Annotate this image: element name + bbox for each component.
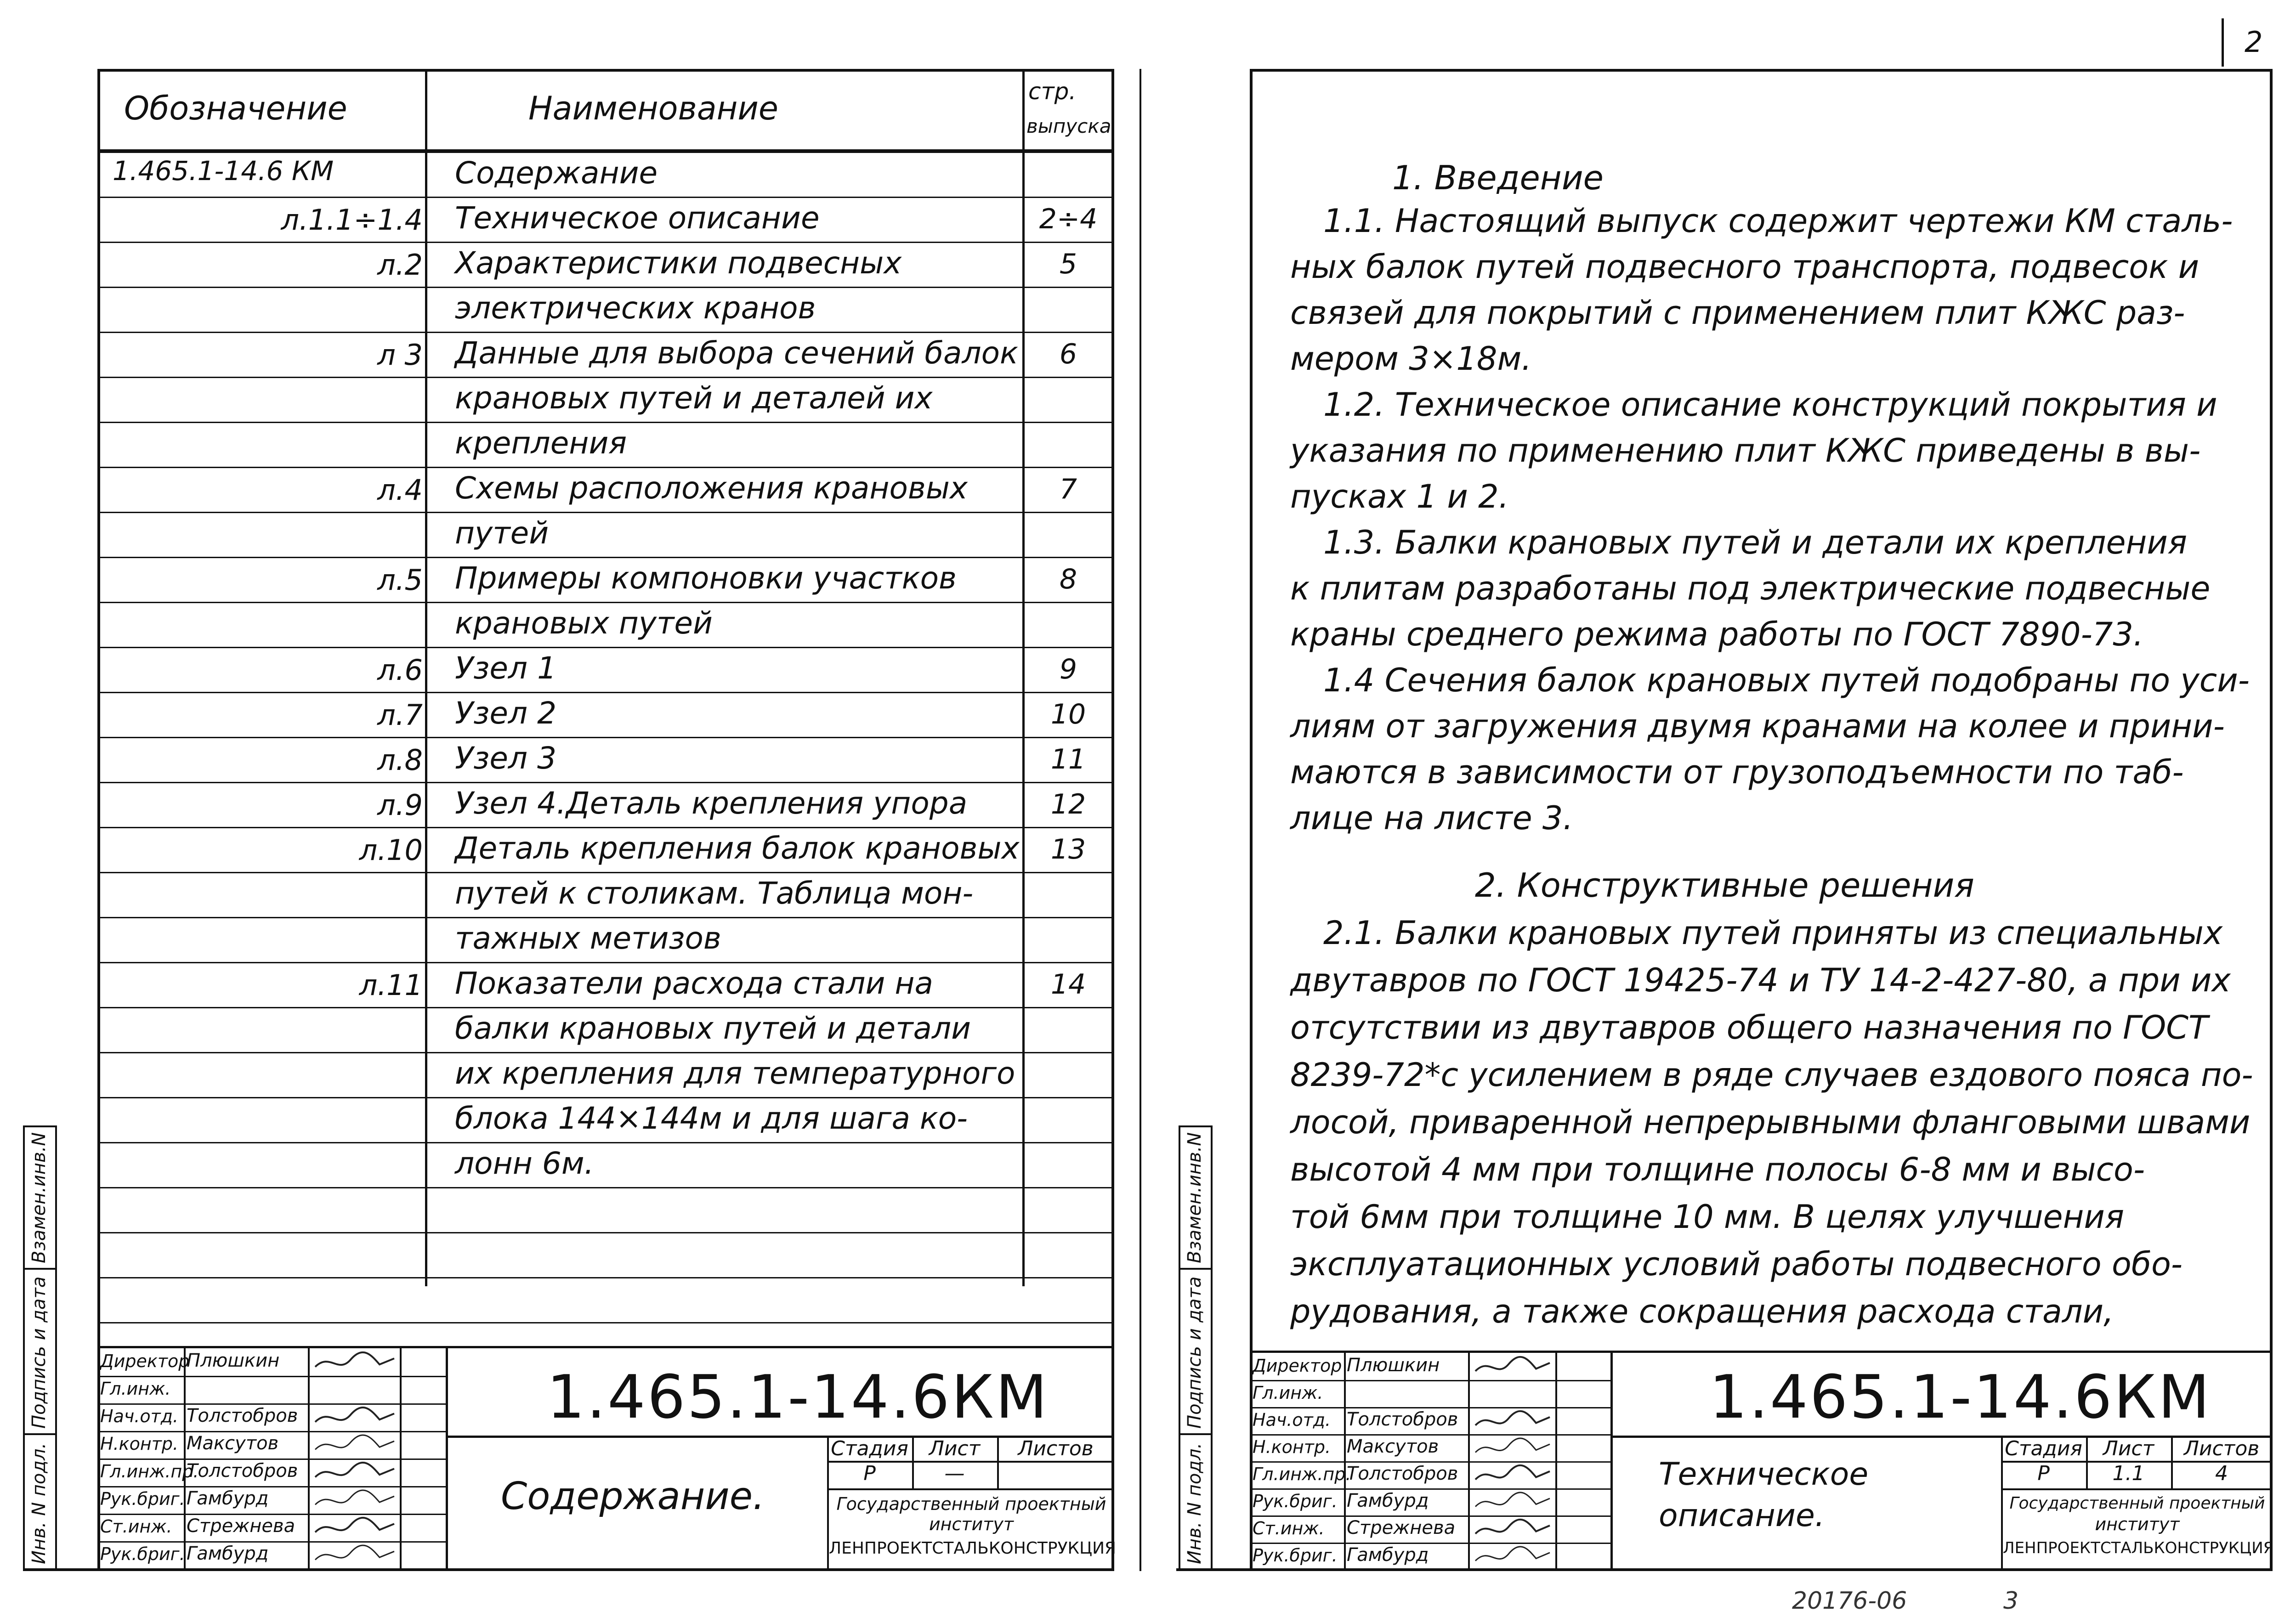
stamp-row-line bbox=[97, 1514, 446, 1515]
staff-name: Максутов bbox=[1347, 1436, 1439, 1457]
text-line: пусках 1 и 2. bbox=[1290, 478, 1509, 515]
toc-name: Техническое описание bbox=[455, 200, 820, 236]
staff-role: Нач.отд. bbox=[1253, 1410, 1331, 1430]
staff-name: Стрежнева bbox=[187, 1515, 295, 1537]
right-label-sign: Подпись и дата bbox=[1184, 1276, 1205, 1429]
text-line: эксплуатационных условий работы подвесного обо- bbox=[1290, 1245, 2183, 1283]
left-org-line3: ЛЕНПРОЕКТСТАЛЬКОНСТРУКЦИЯ bbox=[829, 1539, 1117, 1558]
toc-page: 14 bbox=[1050, 968, 1086, 1001]
toc-name: Показатели расхода стали на bbox=[455, 966, 933, 1001]
right-org-line2: институт bbox=[2095, 1514, 2180, 1534]
signature bbox=[313, 1433, 396, 1457]
right-stamp-top bbox=[1250, 1351, 2272, 1353]
stamp-row-line bbox=[97, 1403, 446, 1405]
staff-name: Толстобров bbox=[1347, 1409, 1458, 1430]
text-line: 1.2. Техническое описание конструкций покрытия и bbox=[1323, 386, 2217, 424]
right-sheets-value: 4 bbox=[2215, 1462, 2228, 1485]
toc-row-line bbox=[97, 512, 1114, 513]
header-name: Наименование bbox=[528, 90, 778, 127]
left-stamp-col-d bbox=[446, 1346, 448, 1571]
text-line: лиям от загружения двумя кранами на колее и прини- bbox=[1290, 707, 2225, 745]
signature bbox=[1474, 1544, 1552, 1568]
toc-ref: л.10 bbox=[359, 833, 423, 867]
signature bbox=[313, 1460, 396, 1484]
staff-name: Плюшкин bbox=[187, 1350, 280, 1371]
toc-row-line bbox=[97, 647, 1114, 648]
left-stamp-title: Содержание. bbox=[501, 1475, 765, 1518]
stamp-row-line bbox=[1250, 1380, 1610, 1381]
left-stage-label: Стадия bbox=[831, 1437, 908, 1460]
text-line: мером 3×18м. bbox=[1290, 340, 1532, 378]
toc-row-line bbox=[97, 1052, 1114, 1053]
staff-role: Директор bbox=[1253, 1356, 1342, 1376]
toc-row-line bbox=[97, 1007, 1114, 1008]
toc-name: Данные для выбора сечений балок bbox=[455, 335, 1018, 371]
signature bbox=[313, 1515, 396, 1539]
toc-page: 5 bbox=[1059, 248, 1077, 280]
staff-name: Гамбурд bbox=[1347, 1544, 1429, 1566]
right-sheets-label: Листов bbox=[2183, 1437, 2260, 1460]
toc-name: путей bbox=[455, 515, 549, 551]
archive-code: 20176-06 bbox=[1792, 1587, 1907, 1615]
right-org-line3: ЛЕНПРОЕКТСТАЛЬКОНСТРУКЦИЯ bbox=[2003, 1539, 2274, 1557]
staff-name: Гамбурд bbox=[1347, 1490, 1429, 1511]
right-side-strip-div3 bbox=[1179, 1433, 1211, 1435]
stamp-row-line bbox=[97, 1541, 446, 1543]
left-label-replace: Взамен.инв.N bbox=[28, 1132, 50, 1263]
left-frame-top bbox=[97, 69, 1114, 72]
toc-name: Узел 2 bbox=[455, 695, 557, 731]
right-stamp-code: 1.465.1-14.6КМ bbox=[1709, 1362, 2212, 1432]
toc-name: крепления bbox=[455, 425, 627, 461]
text-line: лице на листе 3. bbox=[1290, 799, 1573, 837]
section1-title: 1. Введение bbox=[1392, 158, 1604, 197]
text-line: связей для покрытий с применением плит КЖС раз- bbox=[1290, 294, 2185, 332]
left-org-line1: Государственный проектный bbox=[836, 1494, 1106, 1514]
toc-page: 13 bbox=[1050, 833, 1086, 865]
toc-page: 6 bbox=[1059, 338, 1077, 370]
signature bbox=[313, 1405, 396, 1429]
stamp-row-line bbox=[97, 1459, 446, 1460]
left-stamp-info-row bbox=[827, 1488, 1114, 1490]
toc-name: крановых путей и деталей их bbox=[455, 380, 933, 416]
left-stamp-code: 1.465.1-14.6КМ bbox=[547, 1362, 1049, 1432]
toc-row-line bbox=[97, 1277, 1114, 1278]
right-stamp-col-b bbox=[1468, 1351, 1470, 1571]
toc-page: 11 bbox=[1050, 743, 1086, 775]
toc-name: балки крановых путей и детали bbox=[455, 1011, 971, 1046]
right-stage-label: Стадия bbox=[2005, 1437, 2082, 1460]
toc-row-line bbox=[97, 557, 1114, 558]
right-label-replace: Взамен.инв.N bbox=[1184, 1132, 1205, 1263]
stamp-row-line bbox=[97, 1486, 446, 1487]
toc-ref: л.8 bbox=[377, 743, 423, 777]
toc-name: Характеристики подвесных bbox=[455, 245, 902, 281]
toc-row-line bbox=[97, 242, 1114, 243]
toc-name: Деталь крепления балок крановых bbox=[455, 831, 1020, 866]
right-stage-value: Р bbox=[2037, 1462, 2050, 1485]
toc-row-line bbox=[97, 377, 1114, 378]
text-line: высотой 4 мм при толщине полосы 6-8 мм и высо- bbox=[1290, 1151, 2145, 1188]
signature bbox=[1474, 1490, 1552, 1514]
header-designation: Обозначение bbox=[124, 90, 347, 127]
right-stamp-col-c bbox=[1555, 1351, 1557, 1571]
toc-row-line bbox=[97, 287, 1114, 288]
stamp-row-line bbox=[1250, 1407, 1610, 1408]
left-side-strip-div3 bbox=[23, 1433, 55, 1435]
toc-row-line bbox=[97, 962, 1114, 963]
stamp-row-line bbox=[1250, 1488, 1610, 1490]
toc-name: тажных метизов bbox=[455, 921, 721, 956]
staff-name: Толстобров bbox=[187, 1405, 298, 1426]
text-line: лосой, приваренной непрерывными фланговыми швами bbox=[1290, 1103, 2251, 1141]
staff-role: Н.контр. bbox=[100, 1434, 179, 1454]
text-line: рудования, а также сокращения расхода стали, bbox=[1290, 1293, 2114, 1330]
toc-doc-code: 1.465.1-14.6 КМ bbox=[113, 155, 334, 187]
stamp-row-line bbox=[1250, 1461, 1610, 1463]
left-sheet-label: Лист bbox=[929, 1437, 981, 1460]
right-sheet-label: Лист bbox=[2103, 1437, 2154, 1460]
left-sheets-label: Листов bbox=[1018, 1437, 1094, 1460]
toc-row-line bbox=[97, 782, 1114, 783]
text-line: 1.3. Балки крановых путей и детали их крепления bbox=[1323, 524, 2187, 561]
toc-ref: л.2 bbox=[377, 248, 423, 282]
toc-name: крановых путей bbox=[455, 605, 713, 641]
text-line: той 6мм при толщине 10 мм. В целях улучшения bbox=[1290, 1198, 2124, 1236]
left-stamp-top bbox=[97, 1346, 1114, 1348]
toc-row-line bbox=[97, 1187, 1114, 1188]
staff-name: Толстобров bbox=[187, 1460, 298, 1481]
stamp-row-line bbox=[97, 1376, 446, 1377]
left-sheet-value: — bbox=[944, 1462, 965, 1485]
text-line: 1.4 Сечения балок крановых путей подобраны по уси- bbox=[1323, 662, 2250, 699]
toc-row-line bbox=[97, 1322, 1114, 1323]
right-frame-right bbox=[2270, 69, 2273, 1571]
staff-role: Директор bbox=[100, 1351, 190, 1371]
toc-name: блока 144×144м и для шага ко- bbox=[455, 1101, 968, 1136]
signature bbox=[313, 1543, 396, 1567]
left-side-strip-line bbox=[55, 1125, 57, 1571]
text-line: маются в зависимости от грузоподъемности по таб- bbox=[1290, 753, 2184, 791]
stamp-row-line bbox=[1250, 1570, 1610, 1571]
staff-role: Нач.отд. bbox=[100, 1406, 179, 1426]
right-side-strip-div2 bbox=[1179, 1268, 1211, 1270]
text-line: 8239-72*с усилением в ряде случаев ездового пояса по- bbox=[1290, 1056, 2253, 1094]
toc-name: Узел 3 bbox=[455, 741, 557, 776]
text-line: 1.1. Настоящий выпуск содержит чертежи КМ сталь- bbox=[1323, 202, 2233, 240]
left-side-strip-div2 bbox=[23, 1268, 55, 1270]
text-line: 2.1. Балки крановых путей приняты из специальных bbox=[1323, 914, 2223, 952]
sheet-divider bbox=[1139, 69, 1141, 1571]
left-side-strip-outer bbox=[23, 1125, 25, 1571]
left-col-divider-1 bbox=[425, 69, 427, 1286]
toc-name: Узел 1 bbox=[455, 650, 557, 686]
toc-ref: л.7 bbox=[377, 698, 423, 732]
staff-name: Толстобров bbox=[1347, 1463, 1458, 1484]
staff-role: Гл.инж.пр. bbox=[100, 1461, 199, 1481]
stamp-row-line bbox=[97, 1569, 446, 1570]
left-label-inv: Инв. N подл. bbox=[28, 1442, 50, 1564]
toc-name: электрических кранов bbox=[455, 290, 816, 326]
signature bbox=[1474, 1355, 1552, 1378]
toc-row-line bbox=[97, 1097, 1114, 1098]
right-sheet-value: 1.1 bbox=[2112, 1462, 2145, 1485]
text-line: отсутствии из двутавров общего назначения по ГОСТ bbox=[1290, 1009, 2208, 1046]
section2-title: 2. Конструктивные решения bbox=[1475, 866, 1974, 905]
toc-ref: л.9 bbox=[377, 788, 423, 822]
header-pages-1: стр. bbox=[1028, 78, 1077, 105]
staff-role: Гл.инж. bbox=[1253, 1383, 1323, 1403]
toc-ref: л.5 bbox=[377, 563, 423, 597]
staff-role: Ст.инж. bbox=[100, 1516, 172, 1537]
right-frame-left bbox=[1250, 69, 1253, 1571]
toc-row-line bbox=[97, 692, 1114, 693]
toc-page: 12 bbox=[1050, 788, 1086, 820]
right-org-line1: Государственный проектный bbox=[2009, 1494, 2265, 1513]
header-pages-2: выпуска bbox=[1026, 115, 1111, 137]
right-stamp-col-a bbox=[1344, 1351, 1346, 1571]
text-line: двутавров по ГОСТ 19425-74 и ТУ 14-2-427-80, а при их bbox=[1290, 961, 2231, 999]
toc-page: 2÷4 bbox=[1039, 203, 1098, 235]
text-line: ных балок путей подвесного транспорта, подвесок и bbox=[1290, 248, 2200, 286]
toc-ref: л.1.1÷1.4 bbox=[281, 203, 423, 237]
staff-name: Стрежнева bbox=[1347, 1517, 1456, 1538]
left-side-strip-div1 bbox=[23, 1125, 55, 1127]
staff-role: Рук.бриг. bbox=[1253, 1545, 1338, 1566]
right-side-strip-div1 bbox=[1179, 1125, 1211, 1127]
sheet-number-divider bbox=[2222, 18, 2224, 67]
toc-row-line bbox=[97, 1232, 1114, 1233]
right-side-strip-outer bbox=[1179, 1125, 1180, 1571]
staff-role: Рук.бриг. bbox=[100, 1544, 185, 1564]
toc-row-line bbox=[97, 152, 1114, 153]
right-stamp-col-d bbox=[1610, 1351, 1613, 1571]
toc-ref: л.11 bbox=[359, 968, 423, 1002]
signature bbox=[1474, 1517, 1552, 1541]
toc-ref: л.6 bbox=[377, 653, 423, 687]
toc-ref: л 3 bbox=[377, 338, 423, 372]
staff-name: Гамбурд bbox=[187, 1488, 269, 1509]
toc-page: 7 bbox=[1059, 473, 1077, 505]
toc-row-line bbox=[97, 872, 1114, 873]
toc-page: 9 bbox=[1059, 653, 1077, 685]
text-line: краны среднего режима работы по ГОСТ 7890-73. bbox=[1290, 616, 2144, 653]
right-label-inv: Инв. N подл. bbox=[1184, 1442, 1205, 1564]
toc-name: Содержание bbox=[455, 155, 658, 191]
signature bbox=[1474, 1436, 1552, 1459]
staff-role: Гл.инж. bbox=[100, 1379, 171, 1399]
toc-ref: л.4 bbox=[377, 473, 423, 507]
staff-role: Н.контр. bbox=[1253, 1437, 1331, 1457]
staff-role: Гл.инж.пр. bbox=[1253, 1464, 1351, 1484]
sheet-number: 2 bbox=[2245, 25, 2263, 59]
stamp-row-line bbox=[97, 1431, 446, 1432]
left-stage-value: Р bbox=[863, 1462, 876, 1485]
staff-role: Рук.бриг. bbox=[1253, 1491, 1338, 1511]
stamp-row-line bbox=[1250, 1434, 1610, 1436]
right-stamp-title-1: Техническое bbox=[1659, 1456, 1869, 1493]
signature bbox=[1474, 1463, 1552, 1487]
toc-row-line bbox=[97, 917, 1114, 918]
toc-row-line bbox=[97, 827, 1114, 828]
toc-row-line bbox=[97, 1142, 1114, 1143]
right-stamp-info-row bbox=[2001, 1488, 2272, 1490]
stamp-row-line bbox=[1250, 1543, 1610, 1544]
toc-page: 10 bbox=[1050, 698, 1086, 730]
toc-page: 8 bbox=[1059, 563, 1077, 595]
toc-row-line bbox=[97, 197, 1114, 198]
toc-name: лонн 6м. bbox=[455, 1146, 594, 1181]
right-frame-top bbox=[1250, 69, 2272, 72]
toc-name: Узел 4.Деталь крепления упора bbox=[455, 786, 968, 821]
left-col-divider-2 bbox=[1022, 69, 1025, 1286]
right-side-strip-line bbox=[1211, 1125, 1213, 1571]
footer-page: 3 bbox=[2003, 1587, 2019, 1615]
staff-name: Гамбурд bbox=[187, 1543, 269, 1564]
toc-row-line bbox=[97, 332, 1114, 333]
staff-role: Ст.инж. bbox=[1253, 1518, 1325, 1538]
toc-row-line bbox=[97, 737, 1114, 738]
text-line: к плитам разработаны под электрические подвесные bbox=[1290, 570, 2211, 607]
staff-name: Максутов bbox=[187, 1433, 279, 1454]
toc-name: Схемы расположения крановых bbox=[455, 470, 968, 506]
toc-name: их крепления для температурного bbox=[455, 1056, 1015, 1091]
signature bbox=[1474, 1409, 1552, 1432]
toc-name: путей к столикам. Таблица мон- bbox=[455, 876, 974, 911]
toc-row-line bbox=[97, 422, 1114, 423]
signature bbox=[313, 1350, 396, 1374]
signature bbox=[313, 1488, 396, 1512]
left-label-sign: Подпись и дата bbox=[28, 1276, 50, 1429]
toc-name: Примеры компоновки участков bbox=[455, 560, 957, 596]
staff-role: Рук.бриг. bbox=[100, 1489, 185, 1509]
toc-row-line bbox=[97, 467, 1114, 468]
stamp-row-line bbox=[1250, 1515, 1610, 1517]
left-org-line2: институт bbox=[929, 1514, 1014, 1534]
right-stamp-title-2: описание. bbox=[1659, 1498, 1825, 1534]
text-line: указания по применению плит КЖС приведены в вы- bbox=[1290, 432, 2201, 469]
toc-row-line bbox=[97, 602, 1114, 603]
staff-name: Плюшкин bbox=[1347, 1355, 1440, 1376]
